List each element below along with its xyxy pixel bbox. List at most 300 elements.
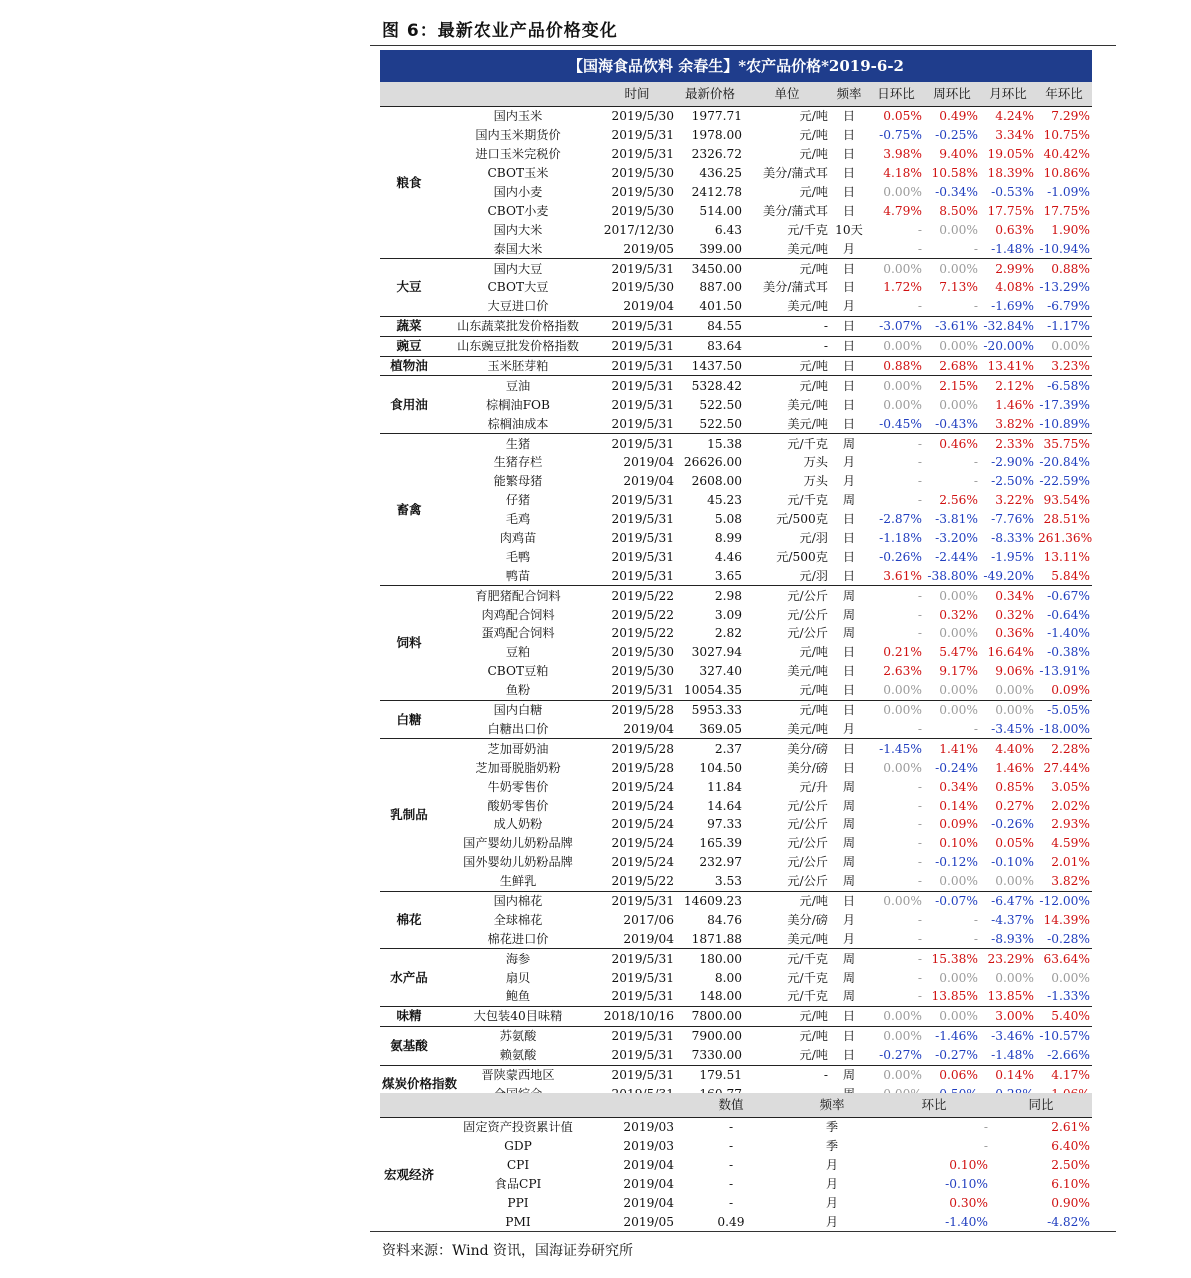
frequency: 月 <box>842 912 856 927</box>
yearly-change: -2.66% <box>1047 1048 1090 1063</box>
value: - <box>676 1118 786 1137</box>
unit: 元/羽 <box>799 531 828 546</box>
product-name: 豆油 <box>438 376 598 395</box>
yearly-change: 14.39% <box>1043 912 1090 927</box>
table-row <box>380 605 1092 624</box>
header-cell <box>438 82 598 107</box>
table-row <box>380 472 1092 491</box>
monthly-change: -3.45% <box>991 721 1034 736</box>
frequency: 周 <box>842 493 856 508</box>
table-row <box>380 872 1092 891</box>
monthly-change: 0.36% <box>995 626 1034 641</box>
latest-price: 11.84 <box>707 779 742 794</box>
header-time: 时间 <box>598 82 676 107</box>
daily-change: - <box>917 798 922 813</box>
monthly-change: 4.08% <box>995 280 1034 295</box>
table-row <box>380 624 1092 643</box>
date: 2019/5/22 <box>611 607 674 622</box>
latest-price: 3450.00 <box>676 259 744 278</box>
date: 2019/5/31 <box>611 1048 674 1063</box>
category-label: 宏观经济 <box>380 1118 438 1232</box>
date: 2019/04 <box>623 1158 674 1173</box>
frequency: 周 <box>842 779 856 794</box>
daily-change: - <box>917 874 922 889</box>
daily-change: 3.61% <box>883 568 922 583</box>
date: 2019/5/22 <box>611 874 674 889</box>
daily-change: 0.00% <box>883 185 922 199</box>
daily-change: - <box>917 912 922 927</box>
indicator-name: PPI <box>507 1196 529 1210</box>
product-name: 晋陕蒙西地区 <box>438 1065 598 1084</box>
bottom-divider <box>370 1231 1116 1232</box>
product-name: 国内大米 <box>493 222 543 237</box>
indicator-name: 食品CPI <box>494 1177 542 1192</box>
yearly-change: -12.00% <box>1036 891 1092 910</box>
daily-change: - <box>917 474 922 489</box>
unit: 元/吨 <box>744 107 830 126</box>
date: 2019/5/24 <box>611 779 674 794</box>
frequency: 日 <box>830 316 868 336</box>
latest-price: 97.33 <box>707 817 742 832</box>
frequency: 季 <box>825 1139 839 1154</box>
latest-price: 165.39 <box>699 836 742 851</box>
table-row <box>380 297 1092 316</box>
yearly-change: 63.64% <box>1036 949 1092 968</box>
weekly-change: 1.41% <box>924 739 980 758</box>
weekly-change: 0.46% <box>924 434 980 453</box>
daily-change: 0.00% <box>868 891 924 910</box>
frequency: 日 <box>830 376 868 395</box>
date: 2019/5/30 <box>611 166 674 181</box>
table-row <box>380 164 1092 183</box>
latest-price: 3.65 <box>714 568 742 583</box>
date: 2019/5/31 <box>611 970 674 985</box>
yearly-change: 17.75% <box>1043 203 1090 218</box>
daily-change: 0.88% <box>868 356 924 376</box>
table-row <box>380 356 1092 376</box>
daily-change: - <box>917 817 922 832</box>
category-label: 豌豆 <box>380 336 438 356</box>
product-name: 成人奶粉 <box>493 817 543 832</box>
figure-title: 图 6：最新农业产品价格变化 <box>382 21 618 41</box>
monthly-change: 0.63% <box>995 222 1034 237</box>
mom-change: - <box>983 1139 988 1154</box>
unit: 元/公斤 <box>787 817 828 832</box>
value: - <box>728 1177 734 1192</box>
weekly-change: 2.56% <box>939 493 978 508</box>
yearly-change: 3.05% <box>1051 779 1090 794</box>
monthly-change: 19.05% <box>987 147 1034 162</box>
latest-price: 7900.00 <box>676 1026 744 1045</box>
date: 2019/5/31 <box>611 128 674 143</box>
unit: 美元/吨 <box>787 721 828 736</box>
frequency: 月 <box>825 1196 839 1210</box>
frequency: 周 <box>842 855 856 870</box>
weekly-change: -0.12% <box>935 855 978 870</box>
latest-price: 5953.33 <box>676 700 744 719</box>
date: 2019/5/31 <box>598 434 676 453</box>
yearly-change: 2.93% <box>1051 817 1090 832</box>
category-label: 乳制品 <box>380 739 438 891</box>
frequency: 周 <box>830 586 868 605</box>
frequency: 日 <box>830 1026 868 1045</box>
table-row <box>380 739 1092 758</box>
weekly-change: - <box>973 931 978 946</box>
frequency: 周 <box>842 607 856 622</box>
weekly-change: 0.00% <box>924 259 980 278</box>
frequency: 日 <box>842 203 856 218</box>
weekly-change: 9.17% <box>939 664 978 679</box>
unit: 元/吨 <box>799 645 828 660</box>
header-daily-change: 日环比 <box>868 82 924 107</box>
monthly-change: 3.00% <box>980 1006 1036 1026</box>
daily-change: - <box>917 970 922 985</box>
date: 2019/5/24 <box>611 836 674 851</box>
unit: 万头 <box>803 474 828 489</box>
weekly-change: 13.85% <box>931 989 978 1004</box>
daily-change: 0.00% <box>868 1065 924 1084</box>
unit: 元/公斤 <box>787 855 828 870</box>
product-name: 大豆进口价 <box>487 299 549 314</box>
yearly-change: -5.05% <box>1036 700 1092 719</box>
table-row <box>380 796 1092 815</box>
weekly-change: -3.20% <box>935 531 978 546</box>
indicator-name: CPI <box>506 1158 530 1173</box>
product-name: 进口玉米完税价 <box>475 147 561 162</box>
weekly-change: - <box>973 912 978 927</box>
product-name: 蛋鸡配合饲料 <box>481 626 555 641</box>
daily-change: - <box>868 949 924 968</box>
table-row <box>380 376 1092 395</box>
table-row <box>380 336 1092 356</box>
table-row <box>380 1006 1092 1026</box>
top-divider <box>370 45 1116 46</box>
daily-change: - <box>917 989 922 1004</box>
table-row <box>380 681 1092 700</box>
table-row <box>380 1212 1092 1231</box>
unit: 美分/蒲式耳 <box>762 280 828 295</box>
table-row <box>380 220 1092 239</box>
latest-price: 148.00 <box>699 989 742 1004</box>
yearly-change: -18.00% <box>1039 721 1090 736</box>
weekly-change: -0.07% <box>924 891 980 910</box>
table-row <box>380 987 1092 1006</box>
product-name: 肉鸡配合饲料 <box>481 607 555 622</box>
monthly-change: -32.84% <box>980 316 1036 336</box>
table-row <box>380 491 1092 510</box>
unit: 元/吨 <box>744 891 830 910</box>
daily-change: - <box>917 455 922 470</box>
table-row <box>380 395 1092 414</box>
frequency: 日 <box>830 1006 868 1026</box>
unit: 美元/吨 <box>787 397 828 412</box>
frequency: 日 <box>842 147 856 162</box>
latest-price: 3.53 <box>714 874 742 889</box>
unit: 元/吨 <box>744 259 830 278</box>
frequency: 月 <box>842 931 856 946</box>
category-label: 大豆 <box>380 259 438 317</box>
table-row <box>380 453 1092 472</box>
yearly-change: -6.58% <box>1036 376 1092 395</box>
value: - <box>728 1158 734 1173</box>
product-name: 生猪存栏 <box>493 455 543 470</box>
date: 2019/5/31 <box>611 397 674 412</box>
weekly-change: 0.00% <box>939 397 978 412</box>
monthly-change: 1.46% <box>995 397 1034 412</box>
date: 2019/5/30 <box>611 280 674 295</box>
weekly-change: 0.00% <box>924 586 980 605</box>
monthly-change: -1.69% <box>991 299 1034 314</box>
table-row <box>380 586 1092 605</box>
weekly-change: 5.47% <box>939 645 978 660</box>
frequency: 周 <box>842 626 856 641</box>
unit: 美元/吨 <box>787 931 828 946</box>
table-row <box>380 910 1092 929</box>
latest-price: 1437.50 <box>676 356 744 376</box>
daily-change: - <box>917 626 922 641</box>
daily-change: - <box>917 241 922 256</box>
product-name: 国内大豆 <box>438 259 598 278</box>
frequency: 日 <box>842 568 856 583</box>
monthly-change: -1.48% <box>991 241 1034 256</box>
unit: 美元/吨 <box>787 416 828 431</box>
table-row <box>380 1026 1092 1045</box>
date: 2019/04 <box>623 1196 674 1210</box>
yearly-change: 3.23% <box>1036 356 1092 376</box>
date: 2019/5/31 <box>611 493 674 508</box>
monthly-change: -2.50% <box>991 474 1034 489</box>
date: 2019/04 <box>623 474 674 489</box>
table-row <box>380 1175 1092 1194</box>
latest-price: 1977.71 <box>676 107 744 126</box>
monthly-change: 2.99% <box>980 259 1036 278</box>
monthly-change: -8.93% <box>991 931 1034 946</box>
date: 2019/04 <box>623 1177 674 1192</box>
monthly-change: 13.85% <box>987 989 1034 1004</box>
monthly-change: -6.47% <box>980 891 1036 910</box>
unit: 元/吨 <box>799 185 828 199</box>
date: 2019/5/24 <box>611 855 674 870</box>
frequency: 周 <box>830 434 868 453</box>
weekly-change: 7.13% <box>939 280 978 295</box>
daily-change: - <box>917 836 922 851</box>
yearly-change: 93.54% <box>1043 493 1090 508</box>
date: 2019/5/31 <box>598 316 676 336</box>
weekly-change: 0.49% <box>924 107 980 126</box>
unit: 元/千克 <box>787 222 828 237</box>
date: 2019/03 <box>598 1118 676 1137</box>
daily-change: -2.87% <box>879 512 922 527</box>
product-name: 国内棉花 <box>438 891 598 910</box>
weekly-change: -2.44% <box>935 549 978 564</box>
yearly-change: 2.01% <box>1051 855 1090 870</box>
daily-change: 0.00% <box>868 1026 924 1045</box>
date: 2019/5/31 <box>611 568 674 583</box>
monthly-change: 2.33% <box>980 434 1036 453</box>
date: 2019/04 <box>623 931 674 946</box>
unit: 美元/吨 <box>787 299 828 314</box>
date: 2019/5/31 <box>611 416 674 431</box>
table-row <box>380 853 1092 872</box>
yearly-change: 40.42% <box>1043 147 1090 162</box>
weekly-change: 2.68% <box>924 356 980 376</box>
category-label: 水产品 <box>380 949 438 1007</box>
table-row <box>380 529 1092 548</box>
weekly-change: 0.00% <box>939 222 978 237</box>
unit: 美元/吨 <box>787 241 828 256</box>
unit: 元/公斤 <box>787 607 828 622</box>
monthly-change: -1.95% <box>991 549 1034 564</box>
latest-price: 5.08 <box>714 512 742 527</box>
latest-price: 1871.88 <box>691 931 742 946</box>
unit: 元/500克 <box>776 549 828 564</box>
yearly-change: 2.02% <box>1051 798 1090 813</box>
yearly-change: 35.75% <box>1036 434 1092 453</box>
yearly-change: 0.88% <box>1036 259 1092 278</box>
header-cell <box>438 1093 598 1118</box>
table-row <box>380 700 1092 719</box>
table-row <box>380 1046 1092 1065</box>
monthly-change: 0.00% <box>995 874 1034 889</box>
yearly-change: 28.51% <box>1043 512 1090 527</box>
table-row <box>380 201 1092 220</box>
latest-price: 399.00 <box>699 241 742 256</box>
daily-change: 0.00% <box>868 1006 924 1026</box>
latest-price: 3.09 <box>714 607 742 622</box>
product-name: 鸭苗 <box>505 568 531 583</box>
daily-change: 0.00% <box>868 700 924 719</box>
unit: 万头 <box>803 455 828 470</box>
product-name: 海参 <box>438 949 598 968</box>
table-row <box>380 278 1092 297</box>
category-label: 棉花 <box>380 891 438 949</box>
frequency: 周 <box>842 798 856 813</box>
unit: 元/千克 <box>744 949 830 968</box>
date: 2019/5/28 <box>598 700 676 719</box>
unit: 元/吨 <box>744 1026 830 1045</box>
frequency: 日 <box>842 185 856 199</box>
yearly-change: -0.64% <box>1047 607 1090 622</box>
daily-change: 0.00% <box>883 397 922 412</box>
latest-price: 514.00 <box>699 203 742 218</box>
table-row <box>380 107 1092 126</box>
yearly-change: -13.29% <box>1039 280 1090 295</box>
monthly-change: 0.34% <box>980 586 1036 605</box>
product-name: 玉米胚芽粕 <box>438 356 598 376</box>
product-name: 扇贝 <box>505 970 531 985</box>
weekly-change: 0.00% <box>939 626 978 641</box>
table-row <box>380 126 1092 145</box>
category-label: 粮食 <box>380 107 438 259</box>
date: 2019/5/24 <box>611 817 674 832</box>
unit: 元/吨 <box>799 147 828 162</box>
date: 2019/04 <box>623 299 674 314</box>
yearly-change: -22.59% <box>1039 474 1090 489</box>
indicator-name: PMI <box>505 1214 531 1229</box>
monthly-change: 0.00% <box>995 970 1034 985</box>
date: 2019/5/31 <box>598 1026 676 1045</box>
daily-change: 0.05% <box>868 107 924 126</box>
latest-price: 2326.72 <box>691 147 742 162</box>
frequency: 日 <box>842 280 856 295</box>
frequency: 日 <box>842 531 856 546</box>
daily-change: - <box>868 434 924 453</box>
monthly-change: -0.26% <box>991 817 1034 832</box>
unit: - <box>744 336 830 356</box>
category-label: 食用油 <box>380 376 438 434</box>
product-name: 酸奶零售价 <box>487 798 549 813</box>
product-name: 山东蔬菜批发价格指数 <box>438 316 598 336</box>
table-row <box>380 777 1092 796</box>
frequency: 日 <box>830 356 868 376</box>
frequency: 日 <box>842 416 856 431</box>
yearly-change: -0.38% <box>1047 645 1090 660</box>
category-label: 植物油 <box>380 356 438 376</box>
yearly-change: 1.90% <box>1051 222 1090 237</box>
macro-header-row <box>380 1093 1092 1118</box>
daily-change: - <box>917 222 922 237</box>
table-row <box>380 259 1092 278</box>
frequency: 日 <box>830 107 868 126</box>
product-name: CBOT小麦 <box>487 203 549 218</box>
weekly-change: - <box>973 474 978 489</box>
date: 2019/5/31 <box>598 949 676 968</box>
frequency: 日 <box>842 760 856 775</box>
frequency: 日 <box>830 259 868 278</box>
weekly-change: -1.46% <box>924 1026 980 1045</box>
weekly-change: 2.15% <box>924 376 980 395</box>
latest-price: 179.51 <box>676 1065 744 1084</box>
daily-change: -0.45% <box>879 416 922 431</box>
table-row <box>380 547 1092 566</box>
date: 2019/5/28 <box>598 739 676 758</box>
frequency: 日 <box>830 700 868 719</box>
category-label: 饲料 <box>380 586 438 700</box>
unit: 元/千克 <box>787 970 828 985</box>
unit: 元/吨 <box>744 700 830 719</box>
monthly-change: -0.53% <box>991 185 1034 199</box>
product-name: CBOT豆粕 <box>487 664 549 679</box>
product-name: 生猪 <box>438 434 598 453</box>
latest-price: 522.50 <box>699 397 742 412</box>
latest-price: 180.00 <box>676 949 744 968</box>
latest-price: 15.38 <box>676 434 744 453</box>
weekly-change: - <box>973 241 978 256</box>
monthly-change: 3.34% <box>995 128 1034 143</box>
daily-change: 4.79% <box>883 203 922 218</box>
table-row <box>380 239 1092 258</box>
date: 2019/5/31 <box>598 356 676 376</box>
yearly-change: -0.67% <box>1036 586 1092 605</box>
daily-change: -3.07% <box>868 316 924 336</box>
weekly-change: 0.09% <box>939 817 978 832</box>
latest-price: 1978.00 <box>691 128 742 143</box>
indicator-name: 固定资产投资累计值 <box>438 1118 598 1137</box>
unit: 美分/蒲式耳 <box>762 203 828 218</box>
monthly-change: -2.90% <box>991 455 1034 470</box>
latest-price: 3027.94 <box>691 645 742 660</box>
yearly-change: 10.86% <box>1043 166 1090 181</box>
yearly-change: 5.40% <box>1036 1006 1092 1026</box>
product-name: 苏氨酸 <box>438 1026 598 1045</box>
table-row <box>380 643 1092 662</box>
unit: 美分/蒲式耳 <box>762 166 828 181</box>
date: 2018/10/16 <box>598 1006 676 1026</box>
category-label: 煤炭价格指数 <box>380 1065 438 1103</box>
unit: 元/公斤 <box>787 798 828 813</box>
table-row <box>380 834 1092 853</box>
daily-change: - <box>917 931 922 946</box>
